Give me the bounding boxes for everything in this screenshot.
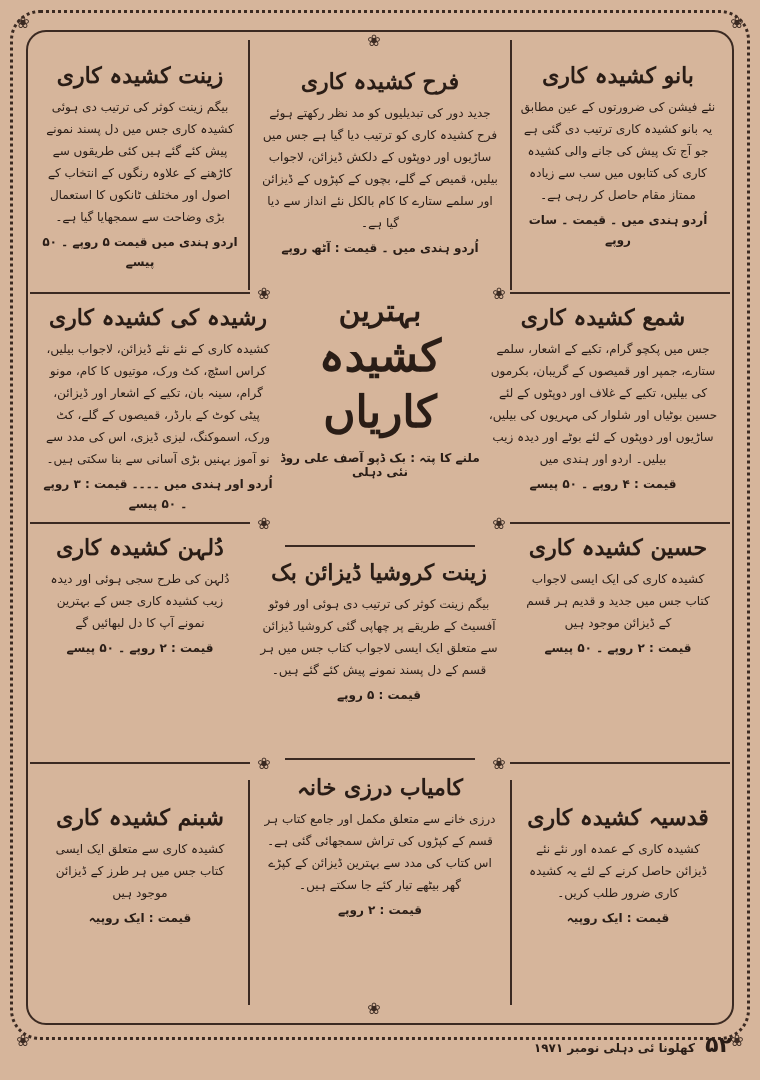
ad-price: اُردو ہندی میں ۔ قیمت : آٹھ روپے [281, 241, 479, 255]
center-title: کشیدہ کاریاں [318, 331, 442, 438]
ad-title: کامیاب درزی خانہ [297, 775, 463, 801]
ad-shabnam [34, 800, 246, 1000]
ad-title: رشیدہ کی کشیدہ کاری [48, 305, 268, 331]
ad-price: قیمت : ۲ روپے [337, 903, 423, 917]
ad-title: زینت کروشیا ڈیزائن بک [271, 560, 487, 586]
ad-rasheeda [34, 300, 282, 520]
divider [248, 40, 250, 290]
ad-dulhan [34, 530, 246, 760]
divider [510, 292, 730, 294]
divider [510, 522, 730, 524]
ad-bano [512, 58, 724, 290]
ad-crochet [248, 555, 510, 755]
ad-body: درزی خانے سے متعلق مکمل اور جامع کتاب ہر قسم کے کپڑوں کی تراش سمجھائی گئی ہے۔ اس کتاب کی مدد سے بہترین ڈیزائن کے کپڑے گھر بیٹھے تیار کئے جا سکتے ہیں۔ [264, 812, 496, 892]
ad-body: جدید دور کی تبدیلیوں کو مد نظر رکھتے ہوئے فرح کشیدہ کاری کو ترتیب دیا گیا ہے جس میں ساڑیوں اور دوپٹوں کے دلکش ڈیزائن، لاجواب بیلیں، قمیص کے گلے، بچوں کے کپڑوں کے ڈیزائن اور سلمے ستارے کا کام بالکل نئے انداز سے دیا گیا ہے۔ [262, 106, 498, 230]
ad-body: بیگم زینت کوثر کی ترتیب دی ہوئی اور فوٹو آفسیٹ کے طریقے پر چھاپی گئی کروشیا ڈیزائن سے متعلق ایک ایسی لاجواب کتاب جس میں ہر قسم کے دل پسند نمونے پیش کئے گئے ہیں۔ [260, 597, 498, 677]
ad-price: قیمت : ۲ روپے ۔ ۵۰ پیسے [66, 641, 214, 655]
ad-price: قیمت : ۵ روپے [336, 688, 422, 702]
center-top-text: بہترین [338, 294, 422, 329]
ad-price: قیمت : ۴ روپے ۔ ۵۰ پیسے [529, 477, 677, 491]
ad-price: قیمت : ایک روپیہ [566, 911, 670, 925]
ad-kamyab [252, 770, 508, 1000]
corner-rose-icon: ❀ [730, 1031, 744, 1050]
divider [285, 758, 475, 760]
ad-title: شبنم کشیدہ کاری [56, 805, 224, 831]
ad-title: دُلہن کشیدہ کاری [56, 535, 224, 561]
rose-icon: ❀ [257, 514, 271, 533]
rose-icon: ❀ [492, 754, 506, 773]
divider [285, 545, 475, 547]
ad-body: کشیدہ کاری کے نئے نئے ڈیزائن، لاجواب بیلیں، کراس اسٹچ، کٹ ورک، موتیوں کا کام، مونو گرام، سینہ بان، تکیے کے اشعار اور ڈیزائن، پیٹی کوٹ کے بارڈر، قمیصوں کے گلے، کٹ ورک، اسموکنگ، لیزی ڈیزی، اس کی مدد سے نو آموز بہنیں بڑی آسانی سے بنا سکتی ہیں۔ [45, 342, 271, 466]
ad-title: حسین کشیدہ کاری [528, 535, 708, 561]
ad-title: قدسیہ کشیدہ کاری [527, 805, 709, 831]
ad-haseen [512, 530, 724, 760]
rose-icon: ❀ [367, 999, 381, 1018]
ad-zeenat [34, 58, 246, 290]
rose-icon: ❀ [492, 514, 506, 533]
publisher-address: ملنے کا پتہ : بک ڈپو آصف علی روڈ نئی دہلی [280, 451, 480, 479]
rose-icon: ❀ [492, 284, 506, 303]
ad-shama [478, 300, 728, 520]
corner-rose-icon: ❀ [16, 13, 30, 32]
ad-farah [252, 64, 508, 290]
ad-price: اردو ہندی میں قیمت ۵ روپے ۔ ۵۰ پیسے [42, 235, 238, 269]
ad-price: اُردو ہندی میں ۔ قیمت ۔ سات روپے [528, 213, 708, 247]
ad-qudsia [512, 800, 724, 1000]
center-logo [280, 290, 480, 540]
ad-title: فرح کشیدہ کاری [300, 69, 460, 95]
page-number: ۵۲ [705, 1033, 732, 1058]
rose-icon: ❀ [367, 31, 381, 50]
ad-price: قیمت : ایک روپیہ [88, 911, 192, 925]
ad-body: بیگم زینت کوثر کی ترتیب دی ہوئی کشیدہ کاری جس میں دل پسند نمونے پیش کئے گئے ہیں کئی طریقوں سے کاڑھنے کے علاوہ رنگوں کے انتخاب کے اصول اور مختلف ٹانکوں کا استعمال بڑی وضاحت سے سمجھایا گیا ہے۔ [46, 100, 234, 224]
ad-body: کشیدہ کاری سے متعلق ایک ایسی کتاب جس میں ہر طرز کے ڈیزائن موجود ہیں [55, 842, 225, 900]
divider [248, 780, 250, 1005]
ad-body: جس میں پکچو گرام، تکیے کے اشعار، سلمے ستارے، جمپر اور قمیصوں کے گریبان، بکرموں کی بیلیں، تکیے کے غلاف اور دوپٹوں کے لئے حسین بوٹیاں اور شلوار کی مہریوں کی بیلیں، ساڑیوں اور دوپٹوں کے لئے بوٹے اور دیدہ زیب بیلیں۔ اردو اور ہندی میں [488, 342, 718, 466]
ad-body: کشیدہ کاری کے عمدہ اور نئے نئے ڈیزائن حاصل کرنے کے لئے یہ کشیدہ کاری ضرور طلب کریں۔ [529, 842, 707, 900]
divider [30, 292, 250, 294]
ad-body: نئے فیشن کی ضرورتوں کے عین مطابق یہ بانو کشیدہ کاری ترتیب دی گئی ہے جو آج تک پیش کی جانے والی کشیدہ کاری کی کتابوں میں سب سے زیادہ ممتاز مقام حاصل کر رہی ہے۔ [520, 100, 716, 202]
divider [510, 762, 730, 764]
corner-rose-icon: ❀ [730, 13, 744, 32]
divider [30, 762, 250, 764]
ad-title: شمع کشیدہ کاری [520, 305, 686, 331]
corner-rose-icon: ❀ [16, 1031, 30, 1050]
divider [30, 522, 250, 524]
ad-price: اُردو اور ہندی میں ۔۔۔۔ قیمت : ۳ روپے ۔ ۵۰ پیسے [43, 477, 273, 511]
ad-body: کشیدہ کاری کی ایک ایسی لاجواب کتاب جس میں جدید و قدیم ہر قسم کے ڈیزائن موجود ہیں [526, 572, 710, 630]
issue-info: کھلونا ئی دہلی نومبر ۱۹۷۱ [533, 1041, 695, 1055]
rose-icon: ❀ [257, 284, 271, 303]
page-footer [534, 1033, 732, 1058]
ad-title: بانو کشیدہ کاری [542, 63, 694, 89]
ad-price: قیمت : ۲ روپے ۔ ۵۰ پیسے [544, 641, 692, 655]
rose-icon: ❀ [257, 754, 271, 773]
ad-title: زینت کشیدہ کاری [56, 63, 224, 89]
ad-body: دُلہن کی طرح سجی ہوئی اور دیدہ زیب کشیدہ کاری جس کے بہترین نمونے آپ کا دل لبھائیں گے [50, 572, 230, 630]
